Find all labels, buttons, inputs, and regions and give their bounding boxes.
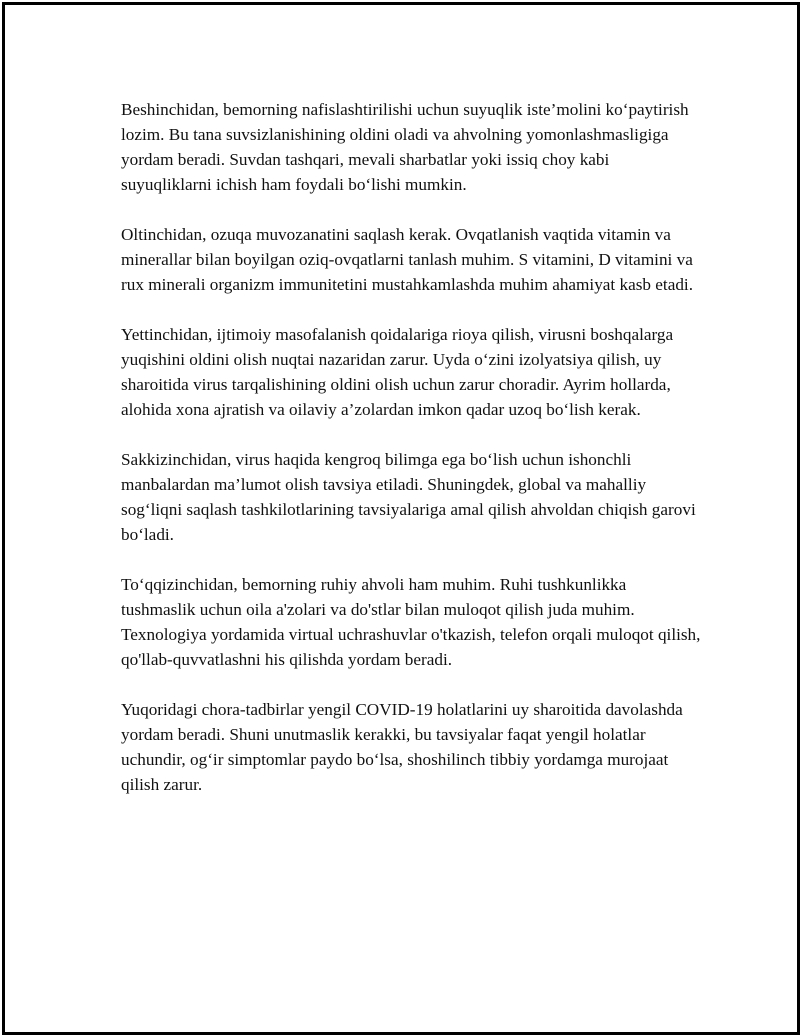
paragraph-conclusion: Yuqoridagi chora-tadbirlar yengil COVID-19 holatlarini uy sharoitida davolashda yordam beradi. Shuni unutmaslik kerakki, bu tavsiyalar faqat yengil holatlar uchundir, og‘ir simptomlar paydo bo‘lsa, shoshilinch tibbiy yordamga murojaat qilish zarur. xyxy=(121,700,683,794)
paragraph-sixth: Oltinchidan, ozuqa muvozanatini saqlash kerak. Ovqatlanish vaqtida vitamin va minerallar bilan boyilgan oziq-ovqatlarni tanlash muhim. S vitamini, D vitamini va rux minerali organizm immunitetini mustahkamlashda muhim ahamiyat kasb etadi. xyxy=(121,225,693,294)
paragraph-ninth: To‘qqizinchidan, bemorning ruhiy ahvoli ham muhim. Ruhi tushkunlikka tushmaslik uchun oila a'zolari va do'stlar bilan muloqot qilish juda muhim. Texnologiya yordamida virtual uchrashuvlar o'tkazish, telefon orqali muloqot qilish, qo'llab-quvvatlashni his qilishda yordam beradi. xyxy=(121,575,701,669)
paragraph-fifth: Beshinchidan, bemorning nafislashtirilishi uchun suyuqlik iste’molini ko‘paytirish lozim. Bu tana suvsizlanishining oldini oladi va ahvolning yomonlashmasligiga yordam beradi. Suvdan tashqari, mevali sharbatlar yoki issiq choy kabi suyuqliklarni ichish ham foydali bo‘lishi mumkin. xyxy=(121,100,689,194)
page-frame xyxy=(2,2,800,1035)
document-body xyxy=(121,97,701,822)
paragraph-eighth: Sakkizinchidan, virus haqida kengroq bilimga ega bo‘lish uchun ishonchli manbalardan ma’lumot olish tavsiya etiladi. Shuningdek, global va mahalliy sog‘liqni saqlash tashkilotlarining tavsiyalariga amal qilish ahvoldan chiqish garovi bo‘ladi. xyxy=(121,450,696,544)
paragraph-seventh: Yettinchidan, ijtimoiy masofalanish qoidalariga rioya qilish, virusni boshqalarga yuqishini oldini olish nuqtai nazaridan zarur. Uyda o‘zini izolyatsiya qilish, uy sharoitida virus tarqalishining oldini olish uchun zarur choradir. Ayrim hollarda, alohida xona ajratish va oilaviy a’zolardan imkon qadar uzoq bo‘lish kerak. xyxy=(121,325,674,419)
